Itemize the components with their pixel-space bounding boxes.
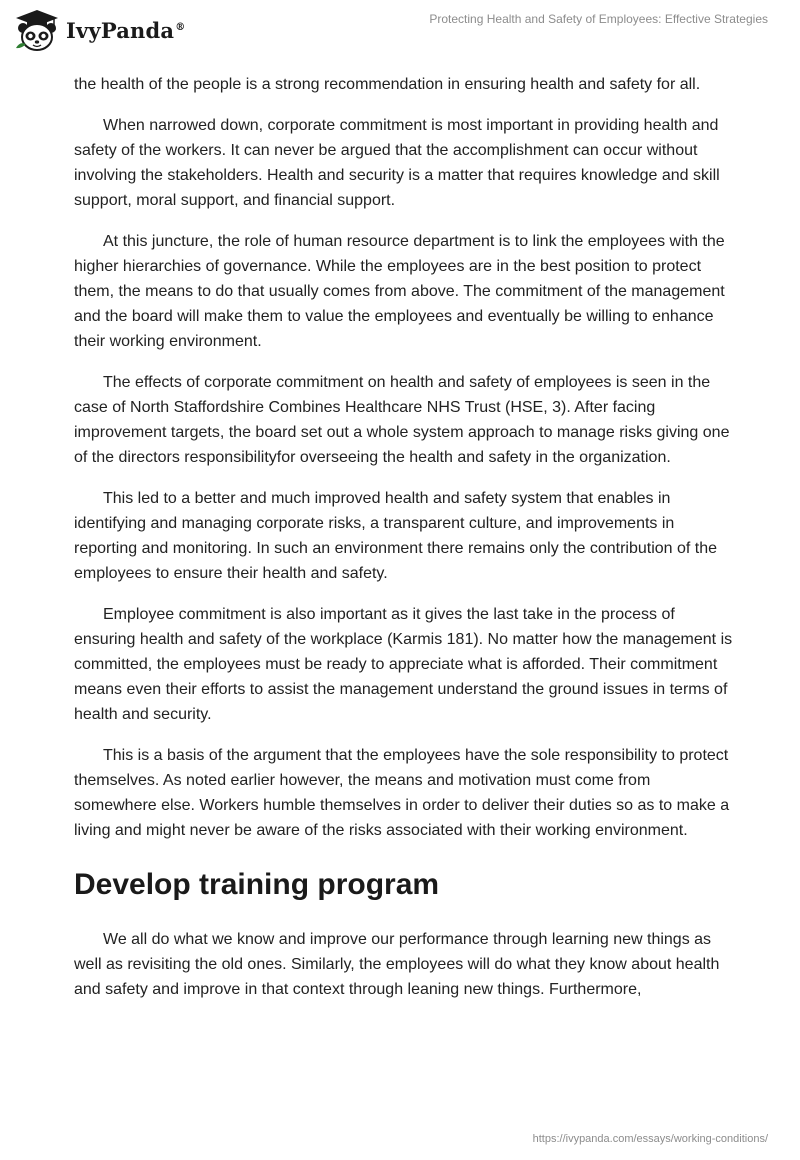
panda-graduate-logo-icon	[14, 8, 60, 52]
paragraph: Employee commitment is also important as it gives the last take in the process of ensuring health and safety of the workplace (Karmis 181). No matter how the management is committed, the employees must be ready to appreciate what is afforded. Their commitment means even their efforts to assist the management understand the ground issues in terms of health and security.	[74, 606, 733, 723]
paragraph: The effects of corporate commitment on health and safety of employees is seen in the case of North Staffordshire Combines Healthcare NHS Trust (HSE, 3). After facing improvement targets, the board set out a whole system approach to manage risks giving one of the directors responsibilityfor overseeing the health and safety in the organization.	[74, 374, 730, 466]
paragraph: This led to a better and much improved health and safety system that enables in identifying and managing corporate risks, a transparent culture, and improvements in reporting and monitoring. In such an environment there remains only the contribution of the employees to ensure their health and safety.	[74, 490, 718, 582]
source-url[interactable]: https://ivypanda.com/essays/working-conditions/	[532, 1133, 768, 1145]
brand-name: IvyPanda®	[66, 17, 186, 43]
registered-mark: ®	[175, 21, 186, 33]
brand-logo[interactable]	[14, 8, 185, 52]
page-header	[0, 0, 800, 70]
section-heading: Develop training program	[74, 868, 440, 901]
essay-body	[74, 72, 734, 1018]
paragraph: the health of the people is a strong recommendation in ensuring health and safety for all.	[74, 76, 701, 93]
paragraph: This is a basis of the argument that the employees have the sole responsibility to protect themselves. As noted earlier however, the means and motivation must come from somewhere else. Workers humble themselves in order to deliver their duties so as to make a living and might never be aware of the risks associated with their working environment.	[74, 747, 730, 839]
document-title: Protecting Health and Safety of Employees: Effective Strategies	[429, 12, 768, 26]
paragraph: At this juncture, the role of human resource department is to link the employees with the higher hierarchies of governance. While the employees are in the best position to protect them, the means to do that usually comes from above. The commitment of the management and the board will make them to value the employees and eventually be willing to enhance their working environment.	[74, 233, 725, 350]
paragraph: When narrowed down, corporate commitment is most important in providing health and safety of the workers. It can never be argued that the accomplishment can occur without involving the stakeholders. Health and security is a matter that requires knowledge and skill support, moral support, and financial support.	[74, 117, 720, 209]
paragraph: We all do what we know and improve our performance through learning new things as well as revisiting the old ones. Similarly, the employees will do what they know about health and safety and improve in that context through leaning new things. Furthermore,	[74, 931, 720, 998]
